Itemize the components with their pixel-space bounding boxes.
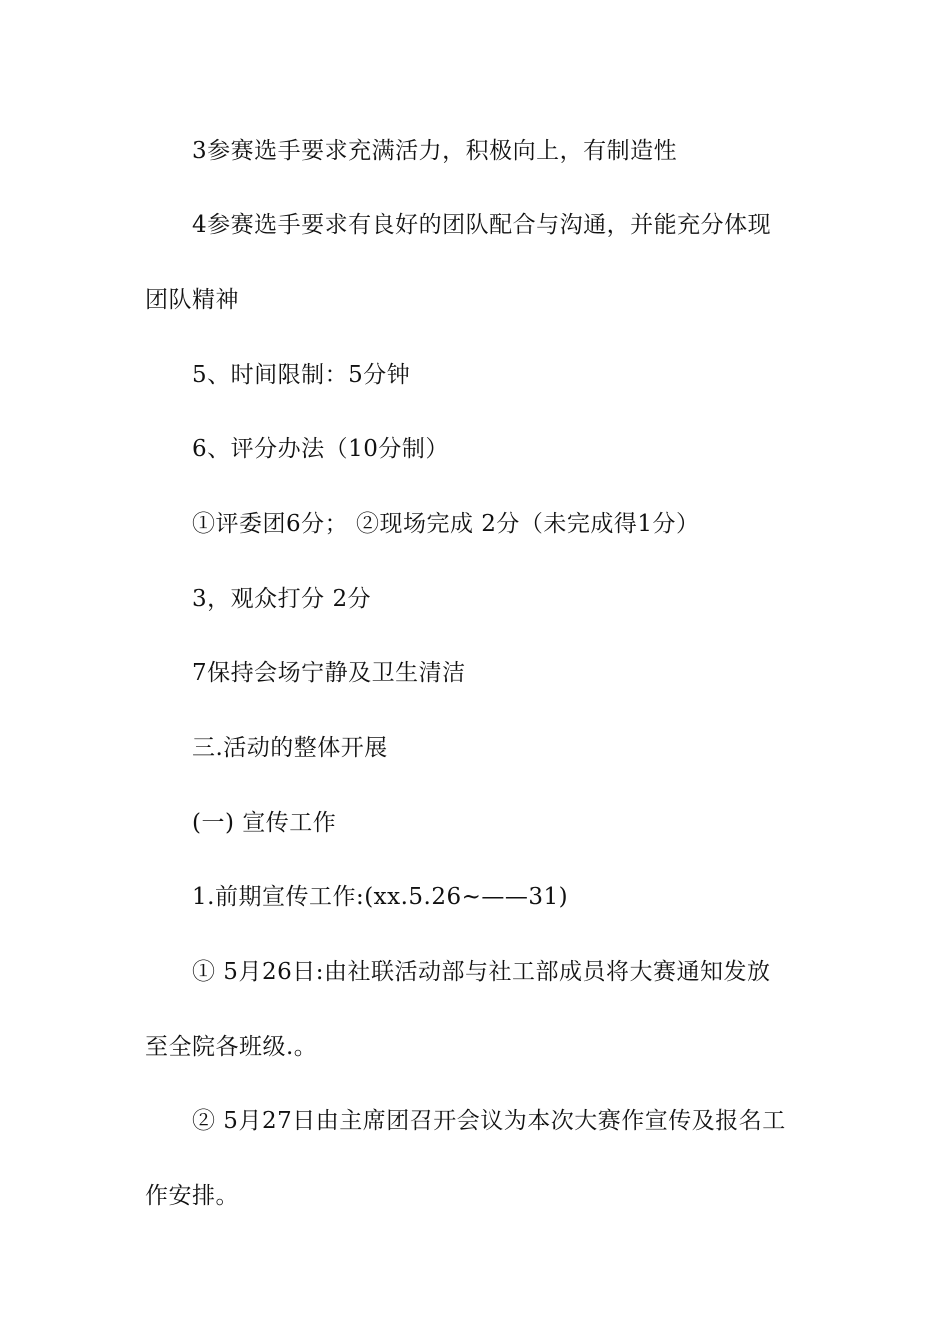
- paragraph-line: 1.前期宣传工作:(xx.5.26~——31): [192, 884, 569, 910]
- paragraph-line: 至全院各班级.。: [145, 1034, 318, 1060]
- paragraph-line: 团队精神: [145, 287, 239, 313]
- subsection-heading: (一) 宣传工作: [192, 810, 337, 836]
- paragraph-line: 6、评分办法（10分制）: [192, 436, 449, 462]
- section-heading: 三.活动的整体开展: [192, 735, 388, 761]
- paragraph-line: 5、时间限制：5分钟: [192, 362, 411, 388]
- paragraph-line: 4参赛选手要求有良好的团队配合与沟通，并能充分体现: [192, 212, 772, 238]
- paragraph-line: ① 5月26日:由社联活动部与社工部成员将大赛通知发放: [192, 959, 771, 985]
- paragraph-line: ①评委团6分； ②现场完成 2分（未完成得1分）: [192, 511, 700, 537]
- paragraph-line: 7保持会场宁静及卫生清洁: [192, 660, 466, 686]
- paragraph-line: 作安排。: [145, 1183, 239, 1209]
- paragraph-line: 3，观众打分 2分: [192, 586, 372, 612]
- paragraph-line: ② 5月27日由主席团召开会议为本次大赛作宣传及报名工: [192, 1108, 786, 1134]
- paragraph-line: 3参赛选手要求充满活力，积极向上，有制造性: [192, 138, 678, 164]
